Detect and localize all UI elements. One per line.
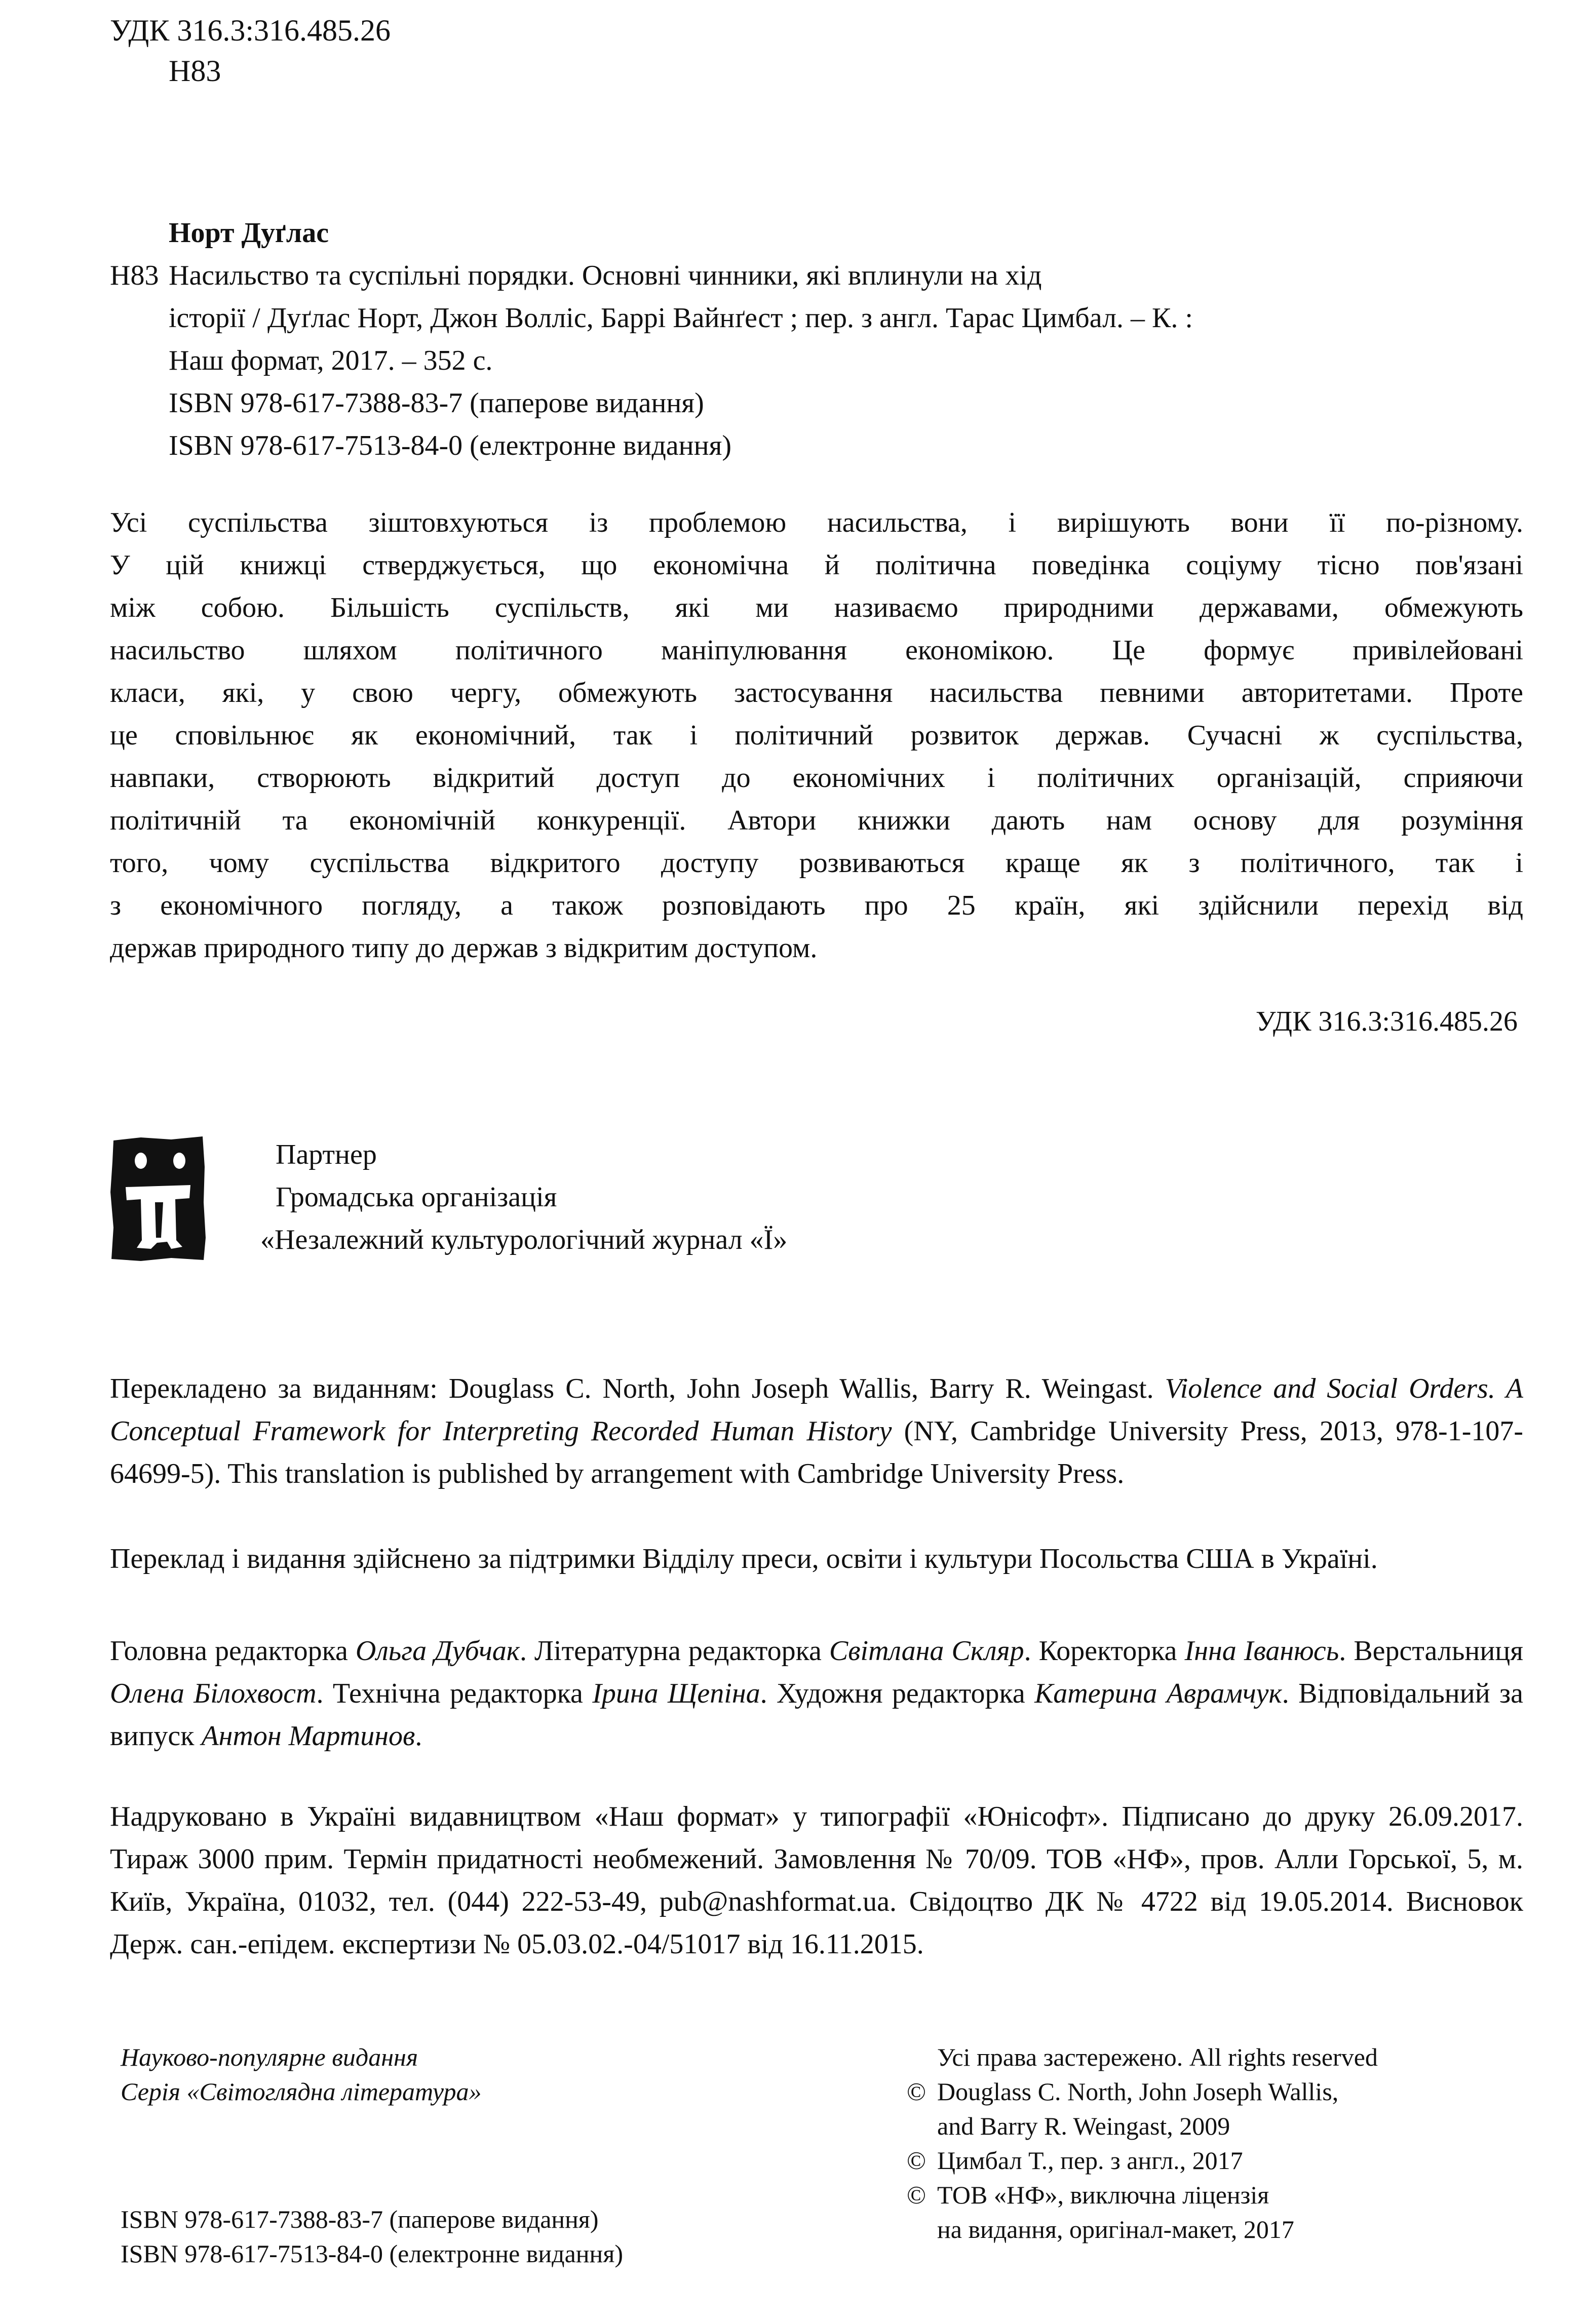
bib-line-3: Наш формат, 2017. – 352 с. (169, 345, 493, 376)
partner-org-name: «Незалежний культурологічний журнал «Ї» (260, 1224, 788, 1255)
udk-code-top: УДК 316.3:316.485.26 (110, 14, 391, 47)
credit-role: Головна редакторка (110, 1635, 356, 1667)
bib-line-2: історії / Дуґлас Норт, Джон Волліс, Баррі Вайнґест ; пер. з англ. Тарас Цимбал. – К. : (169, 302, 1193, 334)
credit-role: . Художня редакторка (760, 1678, 1035, 1709)
abstract-line: навпаки, створюють відкритий доступ до економічних і політичних організацій, сприяючи (110, 762, 1523, 794)
credit-role: . Технічна редакторка (316, 1678, 593, 1709)
abstract-line: того, чому суспільства відкритого доступу розвиваються краще як з політичного, так і (110, 847, 1523, 879)
abstract-line: це сповільнює як економічний, так і політичний розвиток держав. Сучасні ж суспільства, (110, 720, 1523, 751)
original-title: Violence and Social Orders. A Conceptual Framework for Interpreting Recorded Human History (110, 1373, 1523, 1447)
credit-name: Інна Іванюсь (1184, 1635, 1339, 1667)
abstract-line: насильство шляхом політичного маніпулювання економікою. Це формує привілейовані (110, 635, 1523, 666)
bib-author: Норт Дуґлас (169, 217, 329, 249)
copyright-icon: © (907, 2181, 926, 2209)
credit-name: Олена Білохвост (110, 1678, 317, 1709)
bib-isbn-electronic: ISBN 978-617-7513-84-0 (електронне видання) (169, 430, 732, 461)
credit-name: Світлана Скляр (829, 1635, 1024, 1667)
abstract-line: з економічного погляду, а також розповідають про 25 країн, які здійснили перехід від (110, 890, 1523, 921)
abstract-line: У цій книжці стверджується, що економічна й політична поведінка соціуму тісно пов'язані (110, 549, 1523, 581)
copyright-publisher-cont: на видання, оригінал-макет, 2017 (937, 2215, 1294, 2243)
credit-role: . Літературна редакторка (520, 1635, 829, 1667)
footer-isbn-paper: ISBN 978-617-7388-83-7 (паперове видання) (121, 2205, 599, 2233)
footer-isbn (121, 2202, 623, 2271)
bib-line-1: Насильство та суспільні порядки. Основні чинники, які вплинули на хід (169, 260, 1042, 291)
translated-lead: Перекладено за виданням: Douglass C. North, John Joseph Wallis, Barry R. Weingast. (110, 1373, 1165, 1404)
rights-reserved: Усі права застережено. All rights reserved (937, 2043, 1378, 2071)
copyright-translator: Цимбал Т., пер. з англ., 2017 (937, 2146, 1243, 2175)
bib-title-row (110, 254, 1528, 297)
copyright-publisher: ТОВ «НФ», виключна ліцензія (937, 2181, 1269, 2209)
partner-block (260, 1133, 788, 1261)
support-note: Переклад і видання здійснено за підтримки Відділу преси, освіти і культури Посольства США в Україні. (110, 1543, 1378, 1574)
footer-isbn-electronic: ISBN 978-617-7513-84-0 (електронне видання) (121, 2239, 623, 2268)
partner-label: Партнер (276, 1139, 377, 1170)
bibliographic-record (110, 212, 1528, 467)
credit-role: . Відповідальний за випуск (110, 1678, 1524, 1752)
abstract-line: між собою. Більшість суспільств, які ми називаємо природними державами, обмежують (110, 592, 1523, 623)
bib-isbn-paper: ISBN 978-617-7388-83-7 (паперове видання) (169, 387, 704, 419)
udk-code-right: УДК 316.3:316.485.26 (1255, 1006, 1518, 1037)
credit-role: . Коректорка (1024, 1635, 1185, 1667)
translated-from (110, 1367, 1523, 1495)
series-name: Серія «Світоглядна література» (121, 2077, 482, 2106)
abstract-line: класи, які, у свою чергу, обмежують застосування насильства певними авторитетами. Проте (110, 677, 1523, 708)
footer-left (121, 2040, 481, 2109)
copyright-authors-cont: and Barry R. Weingast, 2009 (937, 2112, 1230, 2140)
edition-type: Науково-популярне видання (121, 2043, 418, 2071)
printing-info: Надруковано в Україні видавництвом «Наш формат» у типографії «Юнісофт». Підписано до друку 26.09.2017. Тираж 3000 прим. Термін придатності необмежений. Замовлення № 70/09. ТОВ «НФ», пров. Алли Горської, 5, м. Київ, Україна, 01032, тел. (044) 222-53-49, pub@nashformat.ua. Свідоцтво ДК № 4722 від 19.05.2014. Висновок Держ. сан.-епідем. експертизи № 05.03.02.-04/51017 від 16.11.2015. (110, 1801, 1523, 1960)
author-mark-top: Н83 (169, 54, 221, 88)
abstract-paragraph (110, 501, 1523, 969)
footer-right (907, 2040, 1378, 2247)
abstract-line: держав природного типу до держав з відкритим доступом. (110, 932, 818, 964)
copyright-icon: © (907, 2146, 926, 2175)
abstract-line: політичній та економічній конкуренції. Автори книжки дають нам основу для розуміння (110, 805, 1523, 836)
copyright-authors: Douglass C. North, John Joseph Wallis, (937, 2077, 1339, 2106)
credit-name: Ольга Дубчак (355, 1635, 520, 1667)
translated-tail: (NY, Cambridge University Press, 2013, 978-1-107-64699-5). This translation is published by arrangement with Cambridge University Press. (110, 1415, 1523, 1489)
partner-org-type: Громадська організація (276, 1181, 557, 1213)
journal-i-logo-icon (110, 1136, 206, 1261)
editorial-credits (110, 1630, 1523, 1757)
credit-name: Ірина Щепіна (592, 1678, 760, 1709)
credit-name: Антон Мартинов (201, 1720, 415, 1752)
bib-code: Н83 (110, 260, 159, 291)
abstract-line: Усі суспільства зіштовхуються із проблемою насильства, і вирішують вони її по-різному. (110, 507, 1523, 538)
credit-role: . (415, 1720, 422, 1752)
credit-role: . Верстальниця (1339, 1635, 1524, 1667)
credit-name: Катерина Аврамчук (1034, 1678, 1282, 1709)
copyright-icon: © (907, 2077, 926, 2106)
